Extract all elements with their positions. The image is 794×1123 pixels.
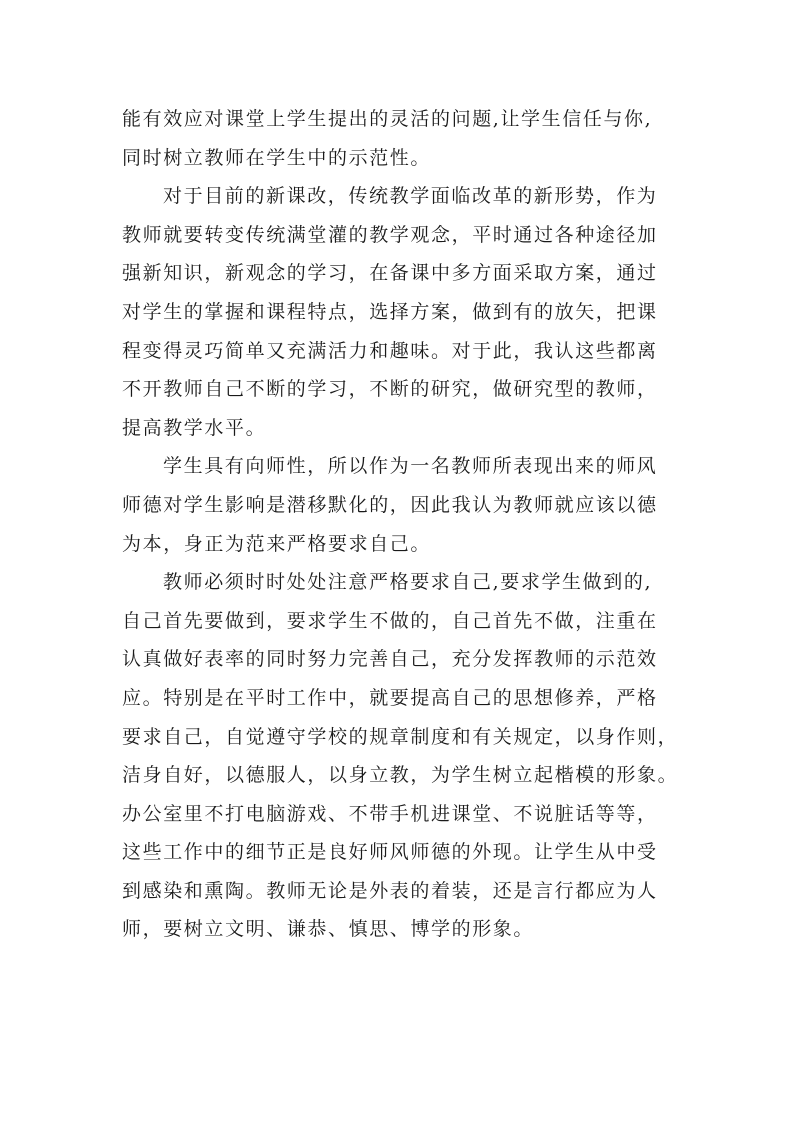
- text-line: 对学生的掌握和课程特点，选择方案，做到有的放矢，把课: [122, 300, 658, 323]
- document-body: [122, 100, 682, 949]
- text-line: 到感染和熏陶。教师无论是外表的着装，还是言行都应为人: [122, 879, 658, 902]
- paragraph-start-line: 对于目前的新课改，传统教学面临改革的新形势，作为: [163, 185, 658, 208]
- paragraph-start-line: 教师必须时时处处注意严格要求自己,要求学生做到的,: [163, 571, 653, 594]
- text-line: 同时树立教师在学生中的示范性。: [122, 146, 432, 169]
- text-line: 要求自己，自觉遵守学校的规章制度和有关规定，以身作则，: [122, 725, 679, 748]
- text-line: 不开教师自己不断的学习，不断的研究，做研究型的教师，: [122, 378, 658, 401]
- text-line: 认真做好表率的同时努力完善自己，充分发挥教师的示范效: [122, 648, 658, 671]
- paragraph-start-line: 学生具有向师性，所以作为一名教师所表现出来的师风: [163, 455, 658, 478]
- text-line: 强新知识，新观念的学习，在备课中多方面采取方案，通过: [122, 262, 658, 285]
- text-line: 师德对学生影响是潜移默化的，因此我认为教师就应该以德: [122, 493, 658, 516]
- text-line: 办公室里不打电脑游戏、不带手机进课堂、不说脏话等等，: [122, 802, 658, 825]
- text-line: 程变得灵巧简单又充满活力和趣味。对于此，我认这些都离: [122, 339, 658, 362]
- text-line: 自己首先要做到，要求学生不做的，自己首先不做，注重在: [122, 609, 658, 632]
- text-line: 洁身自好，以德服人，以身立教，为学生树立起楷模的形象。: [122, 764, 679, 787]
- text-line: 应。特别是在平时工作中，就要提高自己的思想修养，严格: [122, 686, 658, 709]
- text-line: 教师就要转变传统满堂灌的教学观念，平时通过各种途径加: [122, 223, 658, 246]
- text-line: 能有效应对课堂上学生提出的灵活的问题,让学生信任与你,: [122, 108, 653, 130]
- text-line: 师，要树立文明、谦恭、慎思、博学的形象。: [122, 918, 535, 941]
- text-line: 提高教学水平。: [122, 416, 267, 439]
- text-line: 为本，身正为范来严格要求自己。: [122, 532, 432, 555]
- text-line: 这些工作中的细节正是良好师风师德的外现。让学生从中受: [122, 841, 658, 864]
